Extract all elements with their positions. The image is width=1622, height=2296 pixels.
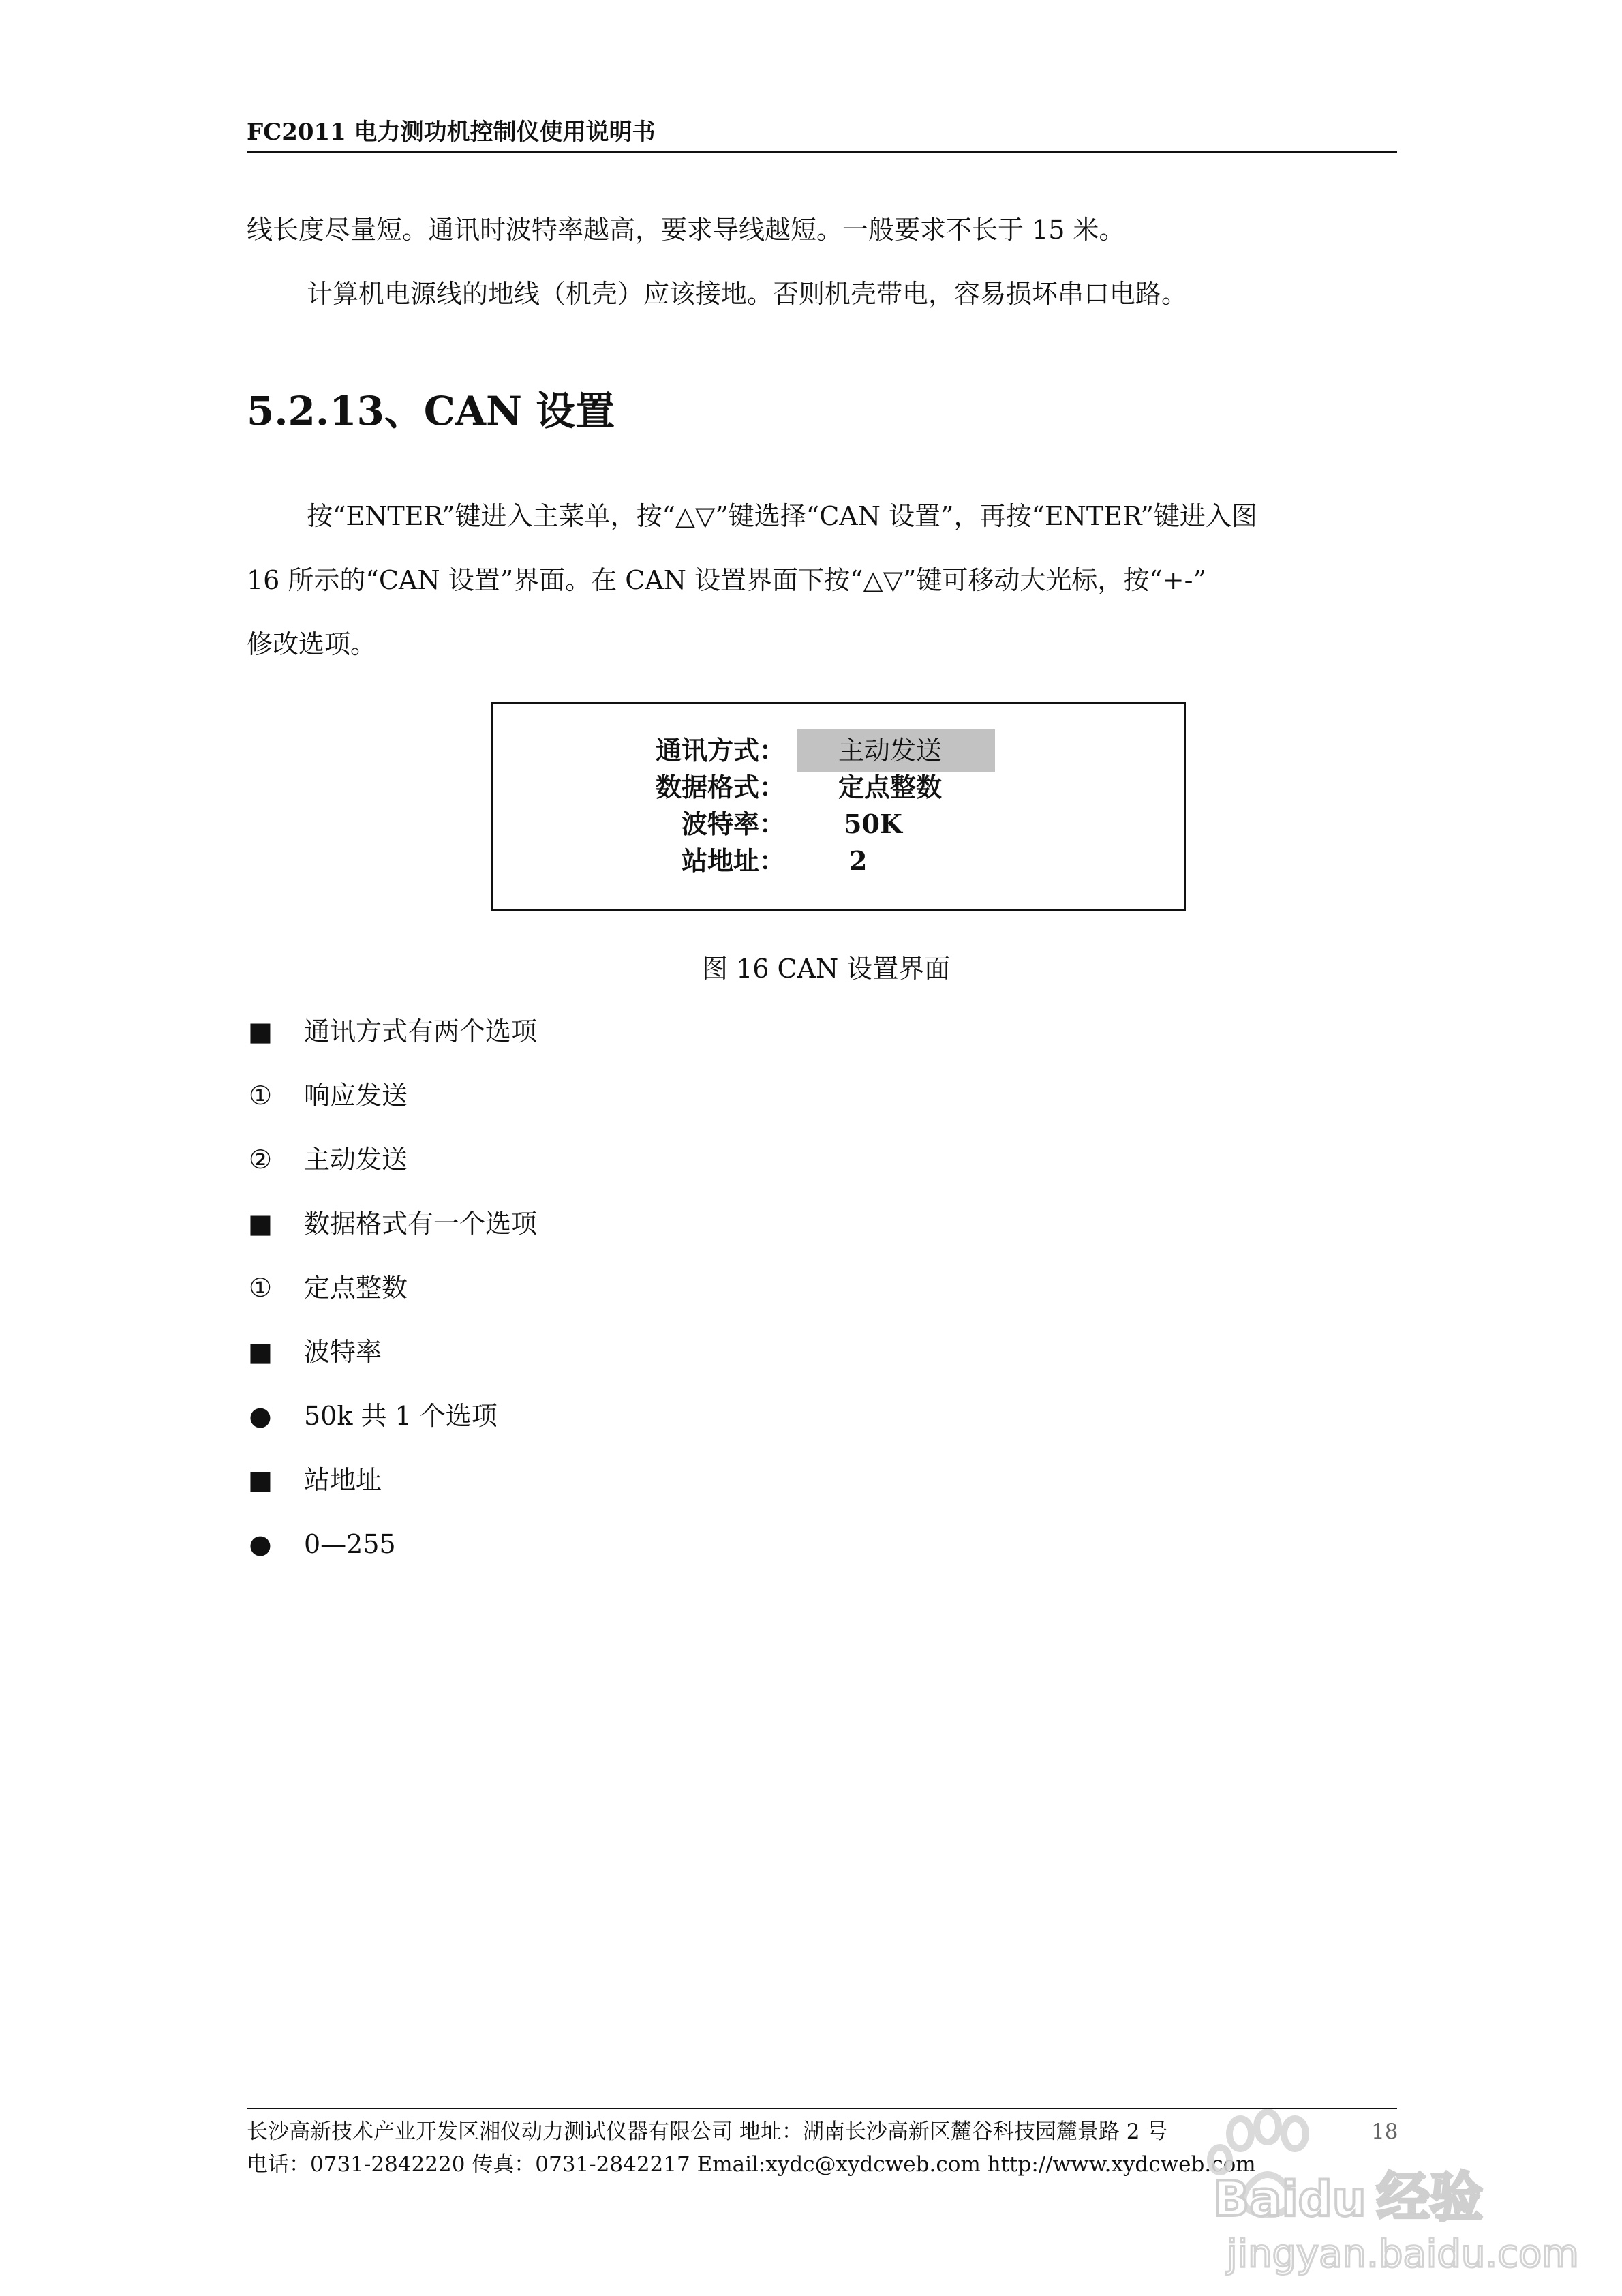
header-divider — [247, 151, 1397, 153]
watermark-brand: Baidu — [1213, 2171, 1366, 2227]
list-marker: ■ — [248, 1465, 273, 1495]
list-item: 数据格式有一个选项 — [304, 1209, 538, 1239]
footer-contact: 电话：0731-2842220 传真：0731-2842217 Email:xydc@xydcweb.com http://www.xydcweb.com — [247, 2152, 1256, 2177]
watermark-url: jingyan.baidu.com — [1227, 2232, 1579, 2276]
list-item: 波特率 — [304, 1337, 382, 1367]
list-marker: ① — [248, 1273, 273, 1303]
data-format-label: 数据格式： — [656, 772, 786, 802]
data-format-value: 定点整数 — [838, 772, 943, 802]
list-marker: ① — [248, 1081, 273, 1111]
paragraph-2: 计算机电源线的地线（机壳）应该接地。否则机壳带电，容易损坏串口电路。 — [307, 279, 1188, 309]
paragraph-5: 修改选项。 — [247, 629, 377, 659]
list-item: 站地址 — [304, 1465, 382, 1495]
comm-mode-label: 通讯方式： — [656, 735, 786, 766]
baud-rate-value: 50K — [844, 809, 902, 839]
list-item: 50k 共 1 个选项 — [304, 1401, 498, 1431]
baidu-jingyan-watermark — [1172, 2106, 1581, 2277]
list-item: 响应发送 — [304, 1081, 408, 1111]
list-item: 主动发送 — [304, 1145, 408, 1175]
station-address-label: 站地址： — [682, 845, 786, 876]
station-address-value: 2 — [849, 845, 868, 876]
list-marker: ② — [248, 1145, 273, 1175]
paragraph-4: 16 所示的“CAN 设置”界面。在 CAN 设置界面下按“△▽”键可移动大光标，按“+-” — [247, 565, 1206, 595]
list-item: 0—255 — [304, 1529, 396, 1559]
page-number: 18 — [1371, 2119, 1398, 2144]
comm-mode-value: 主动发送 — [838, 736, 943, 766]
list-item: 定点整数 — [304, 1273, 408, 1303]
paragraph-3: 按“ENTER”键进入主菜单，按“△▽”键选择“CAN 设置”，再按“ENTER”键进入图 — [307, 501, 1257, 531]
list-marker: ■ — [248, 1337, 273, 1367]
figure-caption: 图 16 CAN 设置界面 — [702, 954, 951, 984]
list-marker: ● — [249, 1529, 272, 1559]
list-item: 通讯方式有两个选项 — [304, 1016, 538, 1046]
baud-rate-label: 波特率： — [682, 809, 786, 839]
document-header-title: FC2011 电力测功机控制仪使用说明书 — [247, 119, 656, 146]
list-marker: ● — [249, 1401, 272, 1431]
list-marker: ■ — [248, 1209, 273, 1239]
section-heading: 5.2.13、CAN 设置 — [247, 388, 615, 434]
paragraph-1: 线长度尽量短。通讯时波特率越高，要求导线越短。一般要求不长于 15 米。 — [247, 215, 1125, 245]
footer-company-address: 长沙高新技术产业开发区湘仪动力测试仪器有限公司 地址：湖南长沙高新区麓谷科技园麓景路 2 号 — [247, 2119, 1168, 2144]
watermark-chinese: 经验 — [1377, 2167, 1484, 2229]
list-marker: ■ — [248, 1016, 273, 1046]
